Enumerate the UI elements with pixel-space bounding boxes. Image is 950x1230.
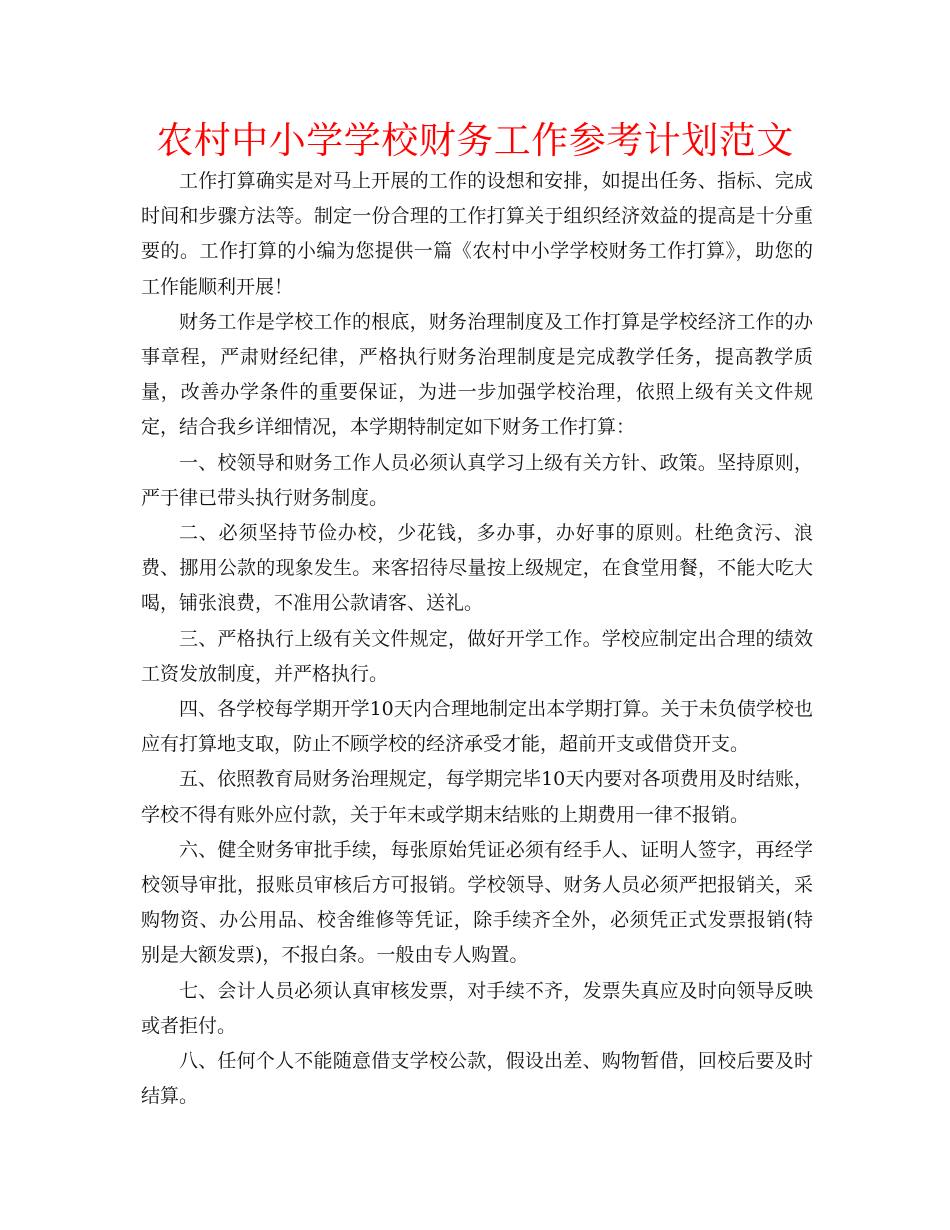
- paragraph-item-2: 二、必须坚持节俭办校，少花钱，多办事，办好事的原则。杜绝贪污、浪费、挪用公款的现象发生。来客招待尽量按上级规定，在食堂用餐，不能大吃大喝，铺张浪费，不准用公款请客、送礼。: [141, 522, 813, 615]
- paragraph-item-3: 三、严格执行上级有关文件规定，做好开学工作。学校应制定出合理的绩效工资发放制度，并严格执行。: [141, 627, 813, 685]
- paragraph-item-7: 七、会计人员必须认真审核发票，对手续不齐，发票失真应及时向领导反映或者拒付。: [141, 979, 813, 1037]
- document-body: [141, 164, 813, 1114]
- paragraph-intro: 工作打算确实是对马上开展的工作的设想和安排，如提出任务、指标、完成时间和步骤方法等。制定一份合理的工作打算关于组织经济效益的提高是十分重要的。工作打算的小编为您提供一篇《农村中小学学校财务工作打算》，助您的工作能顺利开展！: [141, 170, 813, 298]
- paragraph-item-5: 五、依照教育局财务治理规定，每学期完毕10天内要对各项费用及时结账，学校不得有账外应付款，关于年末或学期末结账的上期费用一律不报销。: [141, 768, 813, 826]
- paragraph-item-4: 四、各学校每学期开学10天内合理地制定出本学期打算。关于未负债学校也应有打算地支取，防止不顾学校的经济承受才能，超前开支或借贷开支。: [141, 698, 813, 756]
- paragraph-item-6: 六、健全财务审批手续，每张原始凭证必须有经手人、证明人签字，再经学校领导审批，报账员审核后方可报销。学校领导、财务人员必须严把报销关，采购物资、办公用品、校舍维修等凭证，除手续齐全外，必须凭正式发票报销(特别是大额发票)，不报白条。一般由专人购置。: [141, 838, 813, 967]
- paragraph-overview: 财务工作是学校工作的根底，财务治理制度及工作打算是学校经济工作的办事章程，严肃财经纪律，严格执行财务治理制度是完成教学任务，提高教学质量，改善办学条件的重要保证，为进一步加强学校治理，依照上级有关文件规定，结合我乡详细情况，本学期特制定如下财务工作打算：: [141, 310, 813, 439]
- document-title: 农村中小学学校财务工作参考计划范文: [156, 119, 794, 162]
- paragraph-item-8: 八、任何个人不能随意借支学校公款，假设出差、购物暂借，回校后要及时结算。: [141, 1050, 813, 1108]
- paragraph-item-1: 一、校领导和财务工作人员必须认真学习上级有关方针、政策。坚持原则，严于律已带头执行财务制度。: [141, 451, 813, 509]
